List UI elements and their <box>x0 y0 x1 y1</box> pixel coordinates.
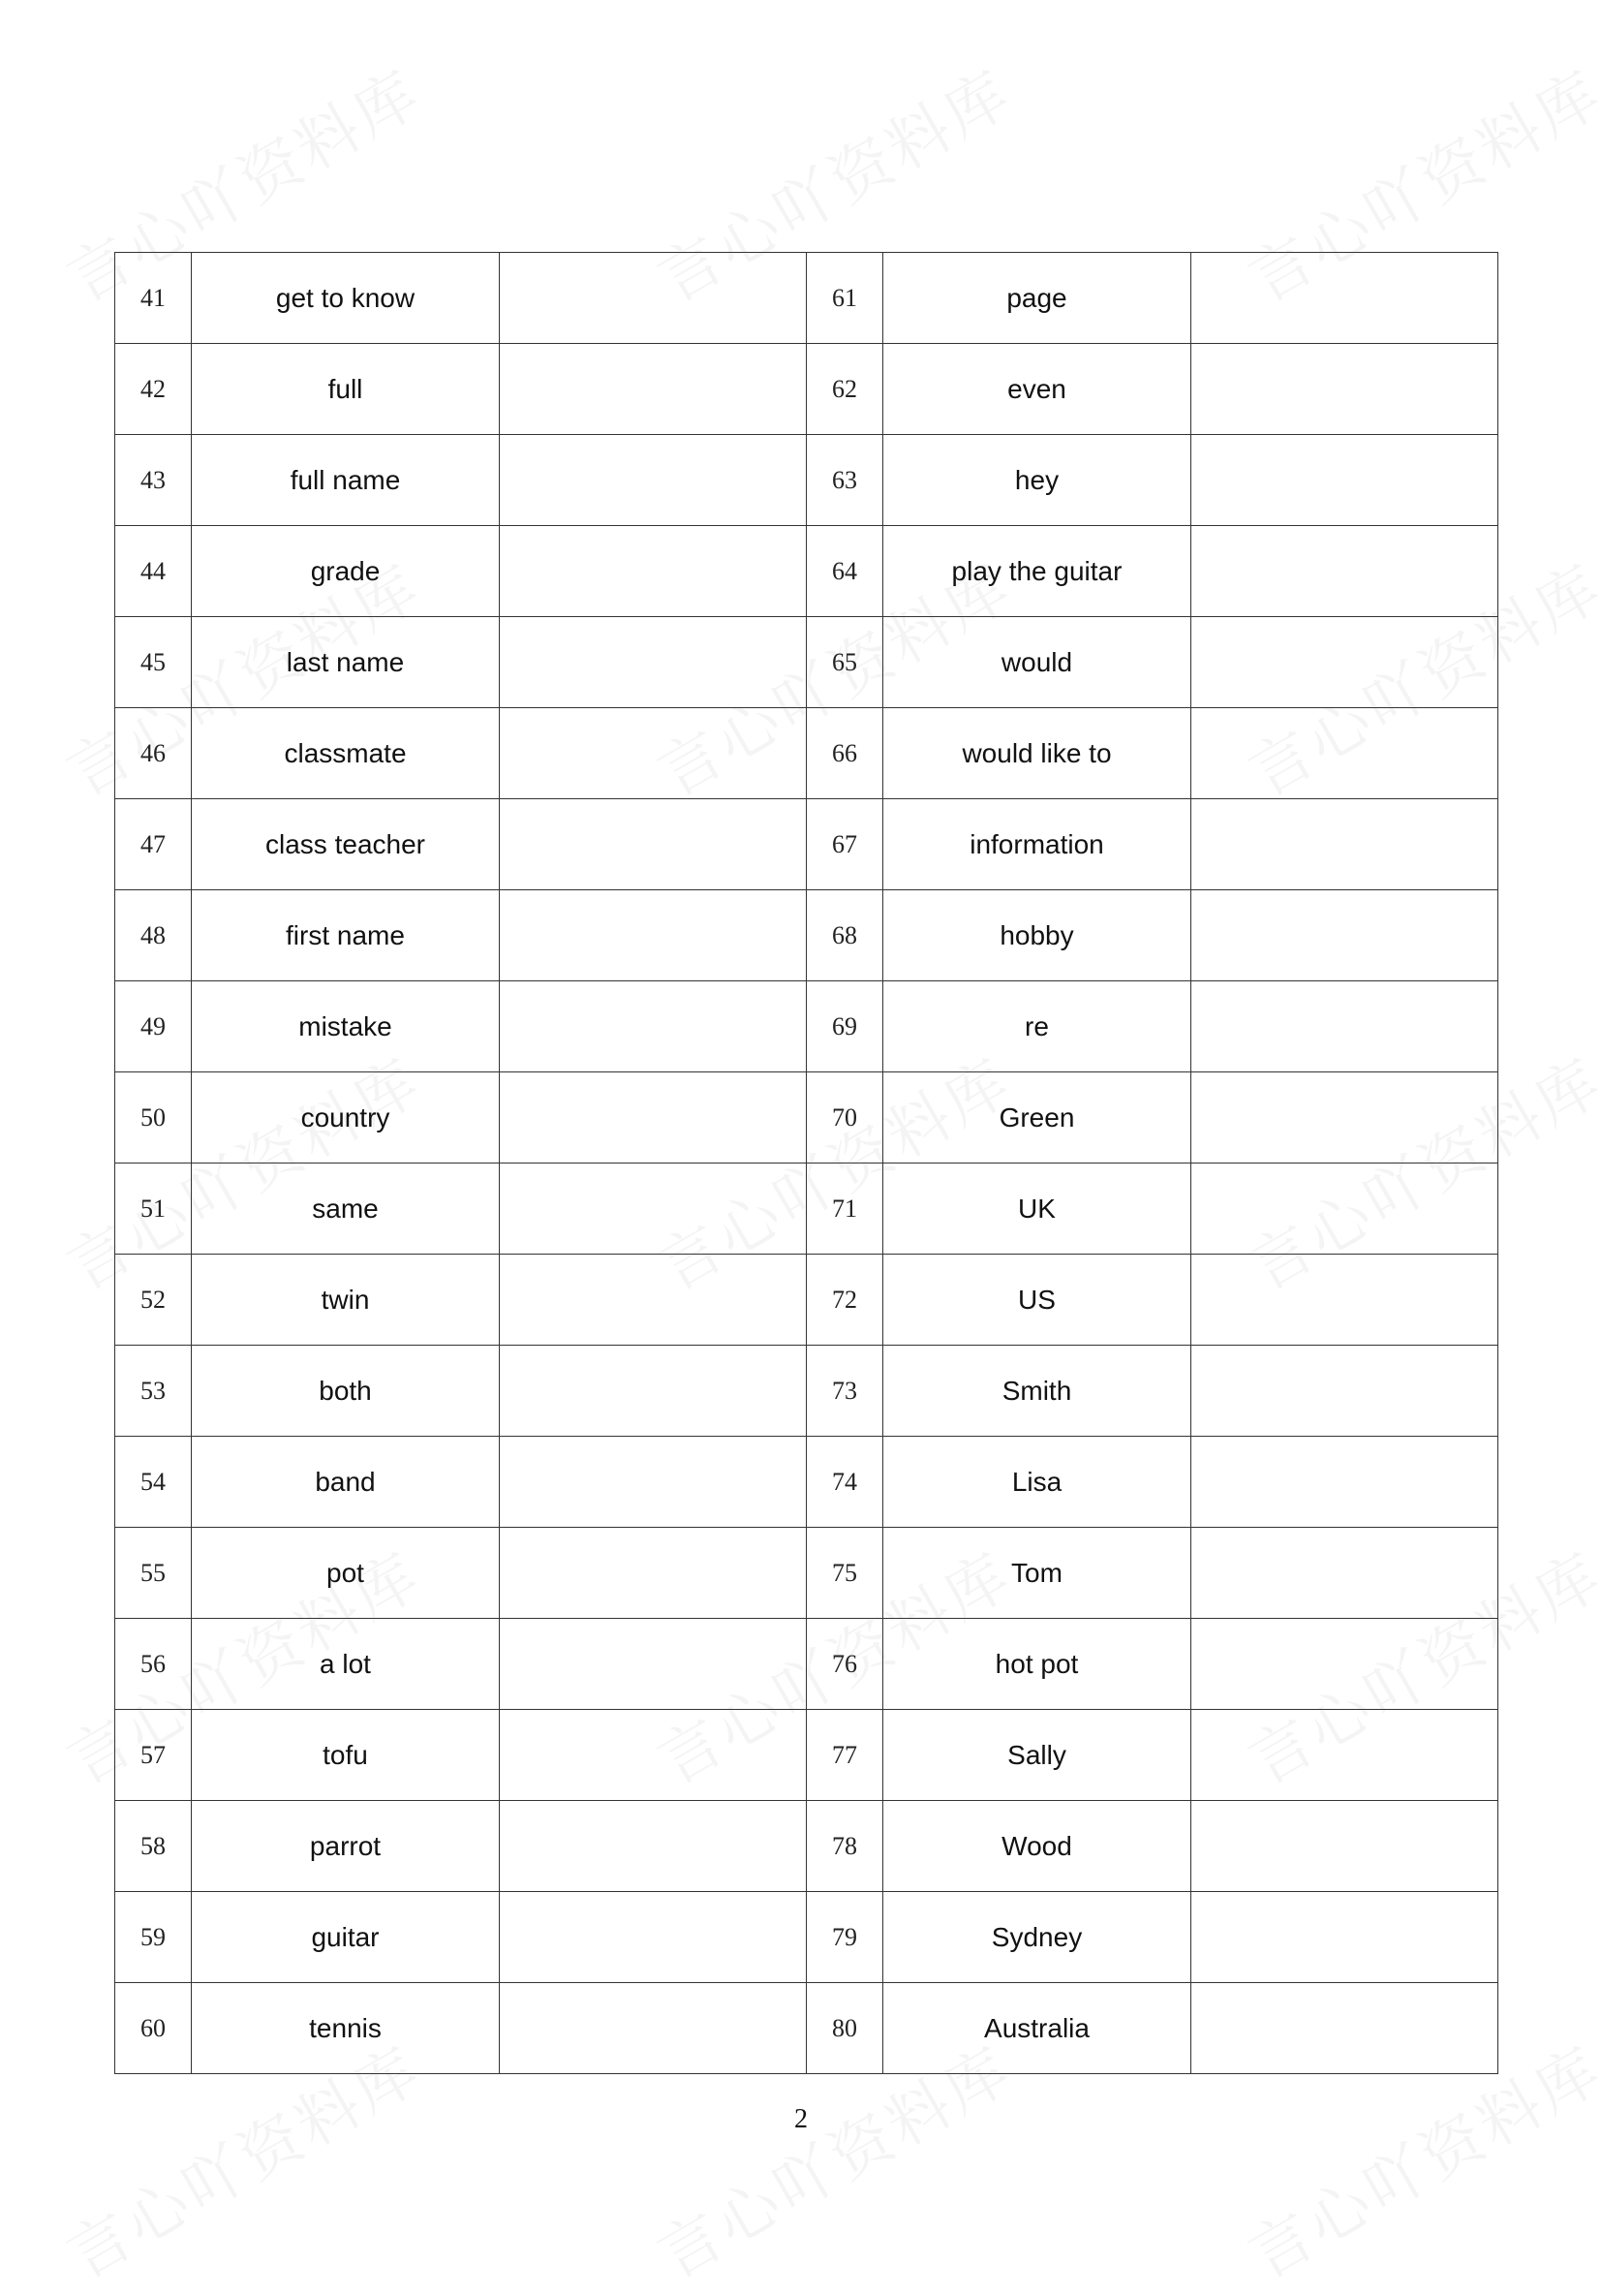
left-number-cell: 59 <box>115 1892 192 1983</box>
right-number-cell: 75 <box>807 1528 883 1619</box>
right-answer-blank <box>1191 1801 1498 1892</box>
right-answer-blank <box>1191 1892 1498 1983</box>
left-word-cell: tennis <box>192 1983 500 2074</box>
table-row <box>115 708 1498 799</box>
right-answer-blank <box>1191 890 1498 981</box>
left-word-cell: band <box>192 1437 500 1528</box>
right-number-cell: 71 <box>807 1164 883 1255</box>
right-word-cell: Sydney <box>883 1892 1191 1983</box>
table-row <box>115 1528 1498 1619</box>
left-word-cell: a lot <box>192 1619 500 1710</box>
table-row <box>115 1892 1498 1983</box>
table-row <box>115 435 1498 526</box>
left-number-cell: 42 <box>115 344 192 435</box>
left-word-cell: classmate <box>192 708 500 799</box>
right-word-cell: Sally <box>883 1710 1191 1801</box>
left-number-cell: 43 <box>115 435 192 526</box>
left-number-cell: 54 <box>115 1437 192 1528</box>
right-answer-blank <box>1191 981 1498 1072</box>
right-number-cell: 70 <box>807 1072 883 1164</box>
right-answer-blank <box>1191 799 1498 890</box>
table-row <box>115 1164 1498 1255</box>
right-word-cell: information <box>883 799 1191 890</box>
right-number-cell: 74 <box>807 1437 883 1528</box>
right-answer-blank <box>1191 1164 1498 1255</box>
left-number-cell: 44 <box>115 526 192 617</box>
left-word-cell: last name <box>192 617 500 708</box>
left-answer-blank <box>500 1619 807 1710</box>
left-number-cell: 55 <box>115 1528 192 1619</box>
left-answer-blank <box>500 1437 807 1528</box>
right-word-cell: Lisa <box>883 1437 1191 1528</box>
left-number-cell: 53 <box>115 1346 192 1437</box>
right-word-cell: would <box>883 617 1191 708</box>
left-word-cell: get to know <box>192 253 500 344</box>
table-row <box>115 1346 1498 1437</box>
vocabulary-table-body <box>115 253 1498 2074</box>
left-number-cell: 56 <box>115 1619 192 1710</box>
left-number-cell: 48 <box>115 890 192 981</box>
left-answer-blank <box>500 1072 807 1164</box>
left-number-cell: 57 <box>115 1710 192 1801</box>
left-answer-blank <box>500 344 807 435</box>
right-number-cell: 68 <box>807 890 883 981</box>
table-row <box>115 1801 1498 1892</box>
right-answer-blank <box>1191 1619 1498 1710</box>
table-row <box>115 526 1498 617</box>
right-word-cell: play the guitar <box>883 526 1191 617</box>
table-row <box>115 253 1498 344</box>
right-number-cell: 64 <box>807 526 883 617</box>
left-answer-blank <box>500 1164 807 1255</box>
right-word-cell: hobby <box>883 890 1191 981</box>
left-number-cell: 46 <box>115 708 192 799</box>
right-word-cell: Green <box>883 1072 1191 1164</box>
left-word-cell: full name <box>192 435 500 526</box>
right-word-cell: even <box>883 344 1191 435</box>
left-answer-blank <box>500 526 807 617</box>
left-number-cell: 51 <box>115 1164 192 1255</box>
left-word-cell: grade <box>192 526 500 617</box>
left-answer-blank <box>500 708 807 799</box>
table-row <box>115 344 1498 435</box>
left-answer-blank <box>500 981 807 1072</box>
left-number-cell: 60 <box>115 1983 192 2074</box>
right-number-cell: 61 <box>807 253 883 344</box>
left-word-cell: pot <box>192 1528 500 1619</box>
right-answer-blank <box>1191 344 1498 435</box>
right-answer-blank <box>1191 253 1498 344</box>
right-word-cell: Smith <box>883 1346 1191 1437</box>
left-number-cell: 52 <box>115 1255 192 1346</box>
right-number-cell: 66 <box>807 708 883 799</box>
right-number-cell: 76 <box>807 1619 883 1710</box>
right-answer-blank <box>1191 1346 1498 1437</box>
table-row <box>115 890 1498 981</box>
table-row <box>115 1619 1498 1710</box>
right-word-cell: Tom <box>883 1528 1191 1619</box>
left-word-cell: parrot <box>192 1801 500 1892</box>
right-answer-blank <box>1191 1072 1498 1164</box>
right-answer-blank <box>1191 1255 1498 1346</box>
right-word-cell: Australia <box>883 1983 1191 2074</box>
right-number-cell: 80 <box>807 1983 883 2074</box>
right-number-cell: 79 <box>807 1892 883 1983</box>
left-word-cell: same <box>192 1164 500 1255</box>
left-answer-blank <box>500 1983 807 2074</box>
right-answer-blank <box>1191 1528 1498 1619</box>
right-word-cell: page <box>883 253 1191 344</box>
right-answer-blank <box>1191 1710 1498 1801</box>
left-answer-blank <box>500 890 807 981</box>
left-word-cell: both <box>192 1346 500 1437</box>
right-number-cell: 72 <box>807 1255 883 1346</box>
left-number-cell: 41 <box>115 253 192 344</box>
left-word-cell: twin <box>192 1255 500 1346</box>
right-number-cell: 63 <box>807 435 883 526</box>
right-answer-blank <box>1191 708 1498 799</box>
left-word-cell: mistake <box>192 981 500 1072</box>
left-number-cell: 45 <box>115 617 192 708</box>
table-row <box>115 1072 1498 1164</box>
left-answer-blank <box>500 1710 807 1801</box>
right-number-cell: 69 <box>807 981 883 1072</box>
right-number-cell: 78 <box>807 1801 883 1892</box>
table-row <box>115 1710 1498 1801</box>
vocabulary-table <box>114 252 1498 2074</box>
right-answer-blank <box>1191 617 1498 708</box>
table-row <box>115 617 1498 708</box>
right-word-cell: hot pot <box>883 1619 1191 1710</box>
right-number-cell: 67 <box>807 799 883 890</box>
right-number-cell: 77 <box>807 1710 883 1801</box>
table-row <box>115 1983 1498 2074</box>
right-word-cell: hey <box>883 435 1191 526</box>
left-number-cell: 49 <box>115 981 192 1072</box>
left-answer-blank <box>500 1801 807 1892</box>
left-word-cell: country <box>192 1072 500 1164</box>
left-number-cell: 58 <box>115 1801 192 1892</box>
right-answer-blank <box>1191 435 1498 526</box>
right-number-cell: 73 <box>807 1346 883 1437</box>
table-row <box>115 1437 1498 1528</box>
left-word-cell: tofu <box>192 1710 500 1801</box>
left-answer-blank <box>500 1528 807 1619</box>
left-number-cell: 47 <box>115 799 192 890</box>
right-word-cell: re <box>883 981 1191 1072</box>
right-word-cell: Wood <box>883 1801 1191 1892</box>
left-answer-blank <box>500 1346 807 1437</box>
right-word-cell: UK <box>883 1164 1191 1255</box>
table-row <box>115 981 1498 1072</box>
left-answer-blank <box>500 1892 807 1983</box>
right-answer-blank <box>1191 526 1498 617</box>
left-number-cell: 50 <box>115 1072 192 1164</box>
left-word-cell: full <box>192 344 500 435</box>
left-answer-blank <box>500 1255 807 1346</box>
page-number: 2 <box>794 2104 808 2134</box>
left-word-cell: first name <box>192 890 500 981</box>
table-row <box>115 799 1498 890</box>
right-number-cell: 62 <box>807 344 883 435</box>
left-answer-blank <box>500 435 807 526</box>
right-answer-blank <box>1191 1437 1498 1528</box>
right-word-cell: US <box>883 1255 1191 1346</box>
left-answer-blank <box>500 617 807 708</box>
left-answer-blank <box>500 799 807 890</box>
left-word-cell: class teacher <box>192 799 500 890</box>
left-word-cell: guitar <box>192 1892 500 1983</box>
left-answer-blank <box>500 253 807 344</box>
right-word-cell: would like to <box>883 708 1191 799</box>
right-answer-blank <box>1191 1983 1498 2074</box>
table-row <box>115 1255 1498 1346</box>
right-number-cell: 65 <box>807 617 883 708</box>
